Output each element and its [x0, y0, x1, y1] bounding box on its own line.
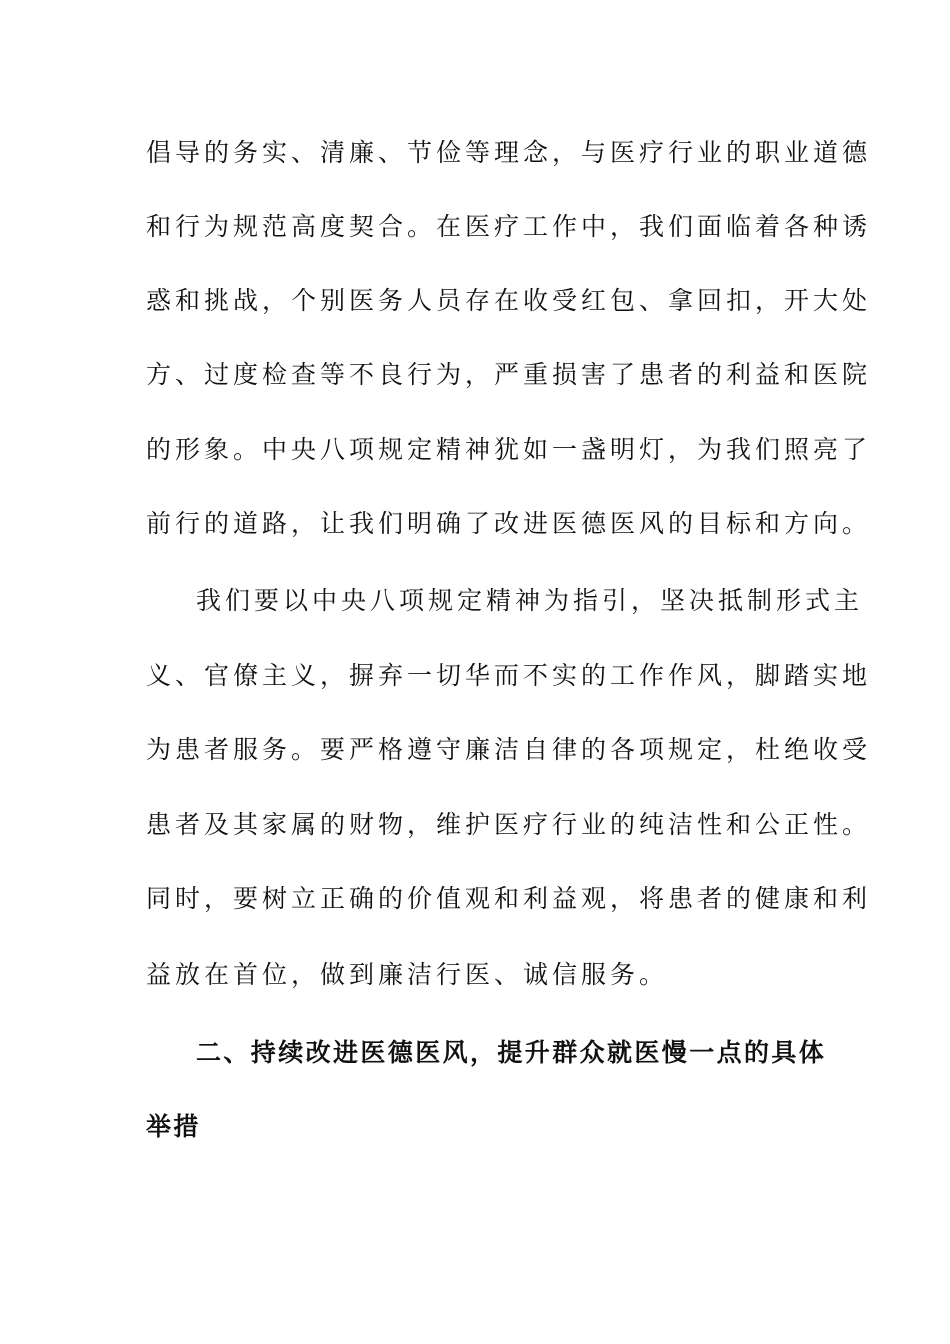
paragraph-line: 方、过度检查等不良行为，严重损害了患者的利益和医院	[146, 360, 872, 389]
paragraph-line: 前行的道路，让我们明确了改进医德医风的目标和方向。	[146, 509, 872, 538]
paragraph-line: 惑和挑战，个别医务人员存在收受红包、拿回扣，开大处	[146, 286, 872, 315]
section-heading-continuation: 举措	[146, 1112, 201, 1141]
paragraph-line: 同时，要树立正确的价值观和利益观，将患者的健康和利	[146, 884, 872, 913]
paragraph-line: 为患者服务。要严格遵守廉洁自律的各项规定，杜绝收受	[146, 735, 872, 764]
paragraph-line: 患者及其家属的财物，维护医疗行业的纯洁性和公正性。	[146, 810, 872, 839]
paragraph-line: 我们要以中央八项规定精神为指引，坚决抵制形式主	[196, 586, 864, 615]
section-heading: 二、持续改进医德医风，提升群众就医慢一点的具体	[196, 1038, 827, 1067]
paragraph-line: 益放在首位，做到廉洁行医、诚信服务。	[146, 960, 669, 989]
paragraph-line: 的形象。中央八项规定精神犹如一盏明灯，为我们照亮了	[146, 435, 872, 464]
paragraph-line: 倡导的务实、清廉、节俭等理念，与医疗行业的职业道德	[146, 138, 872, 167]
paragraph-line: 和行为规范高度契合。在医疗工作中，我们面临着各种诱	[146, 212, 872, 241]
paragraph-line: 义、官僚主义，摒弃一切华而不实的工作作风，脚踏实地	[146, 661, 872, 690]
